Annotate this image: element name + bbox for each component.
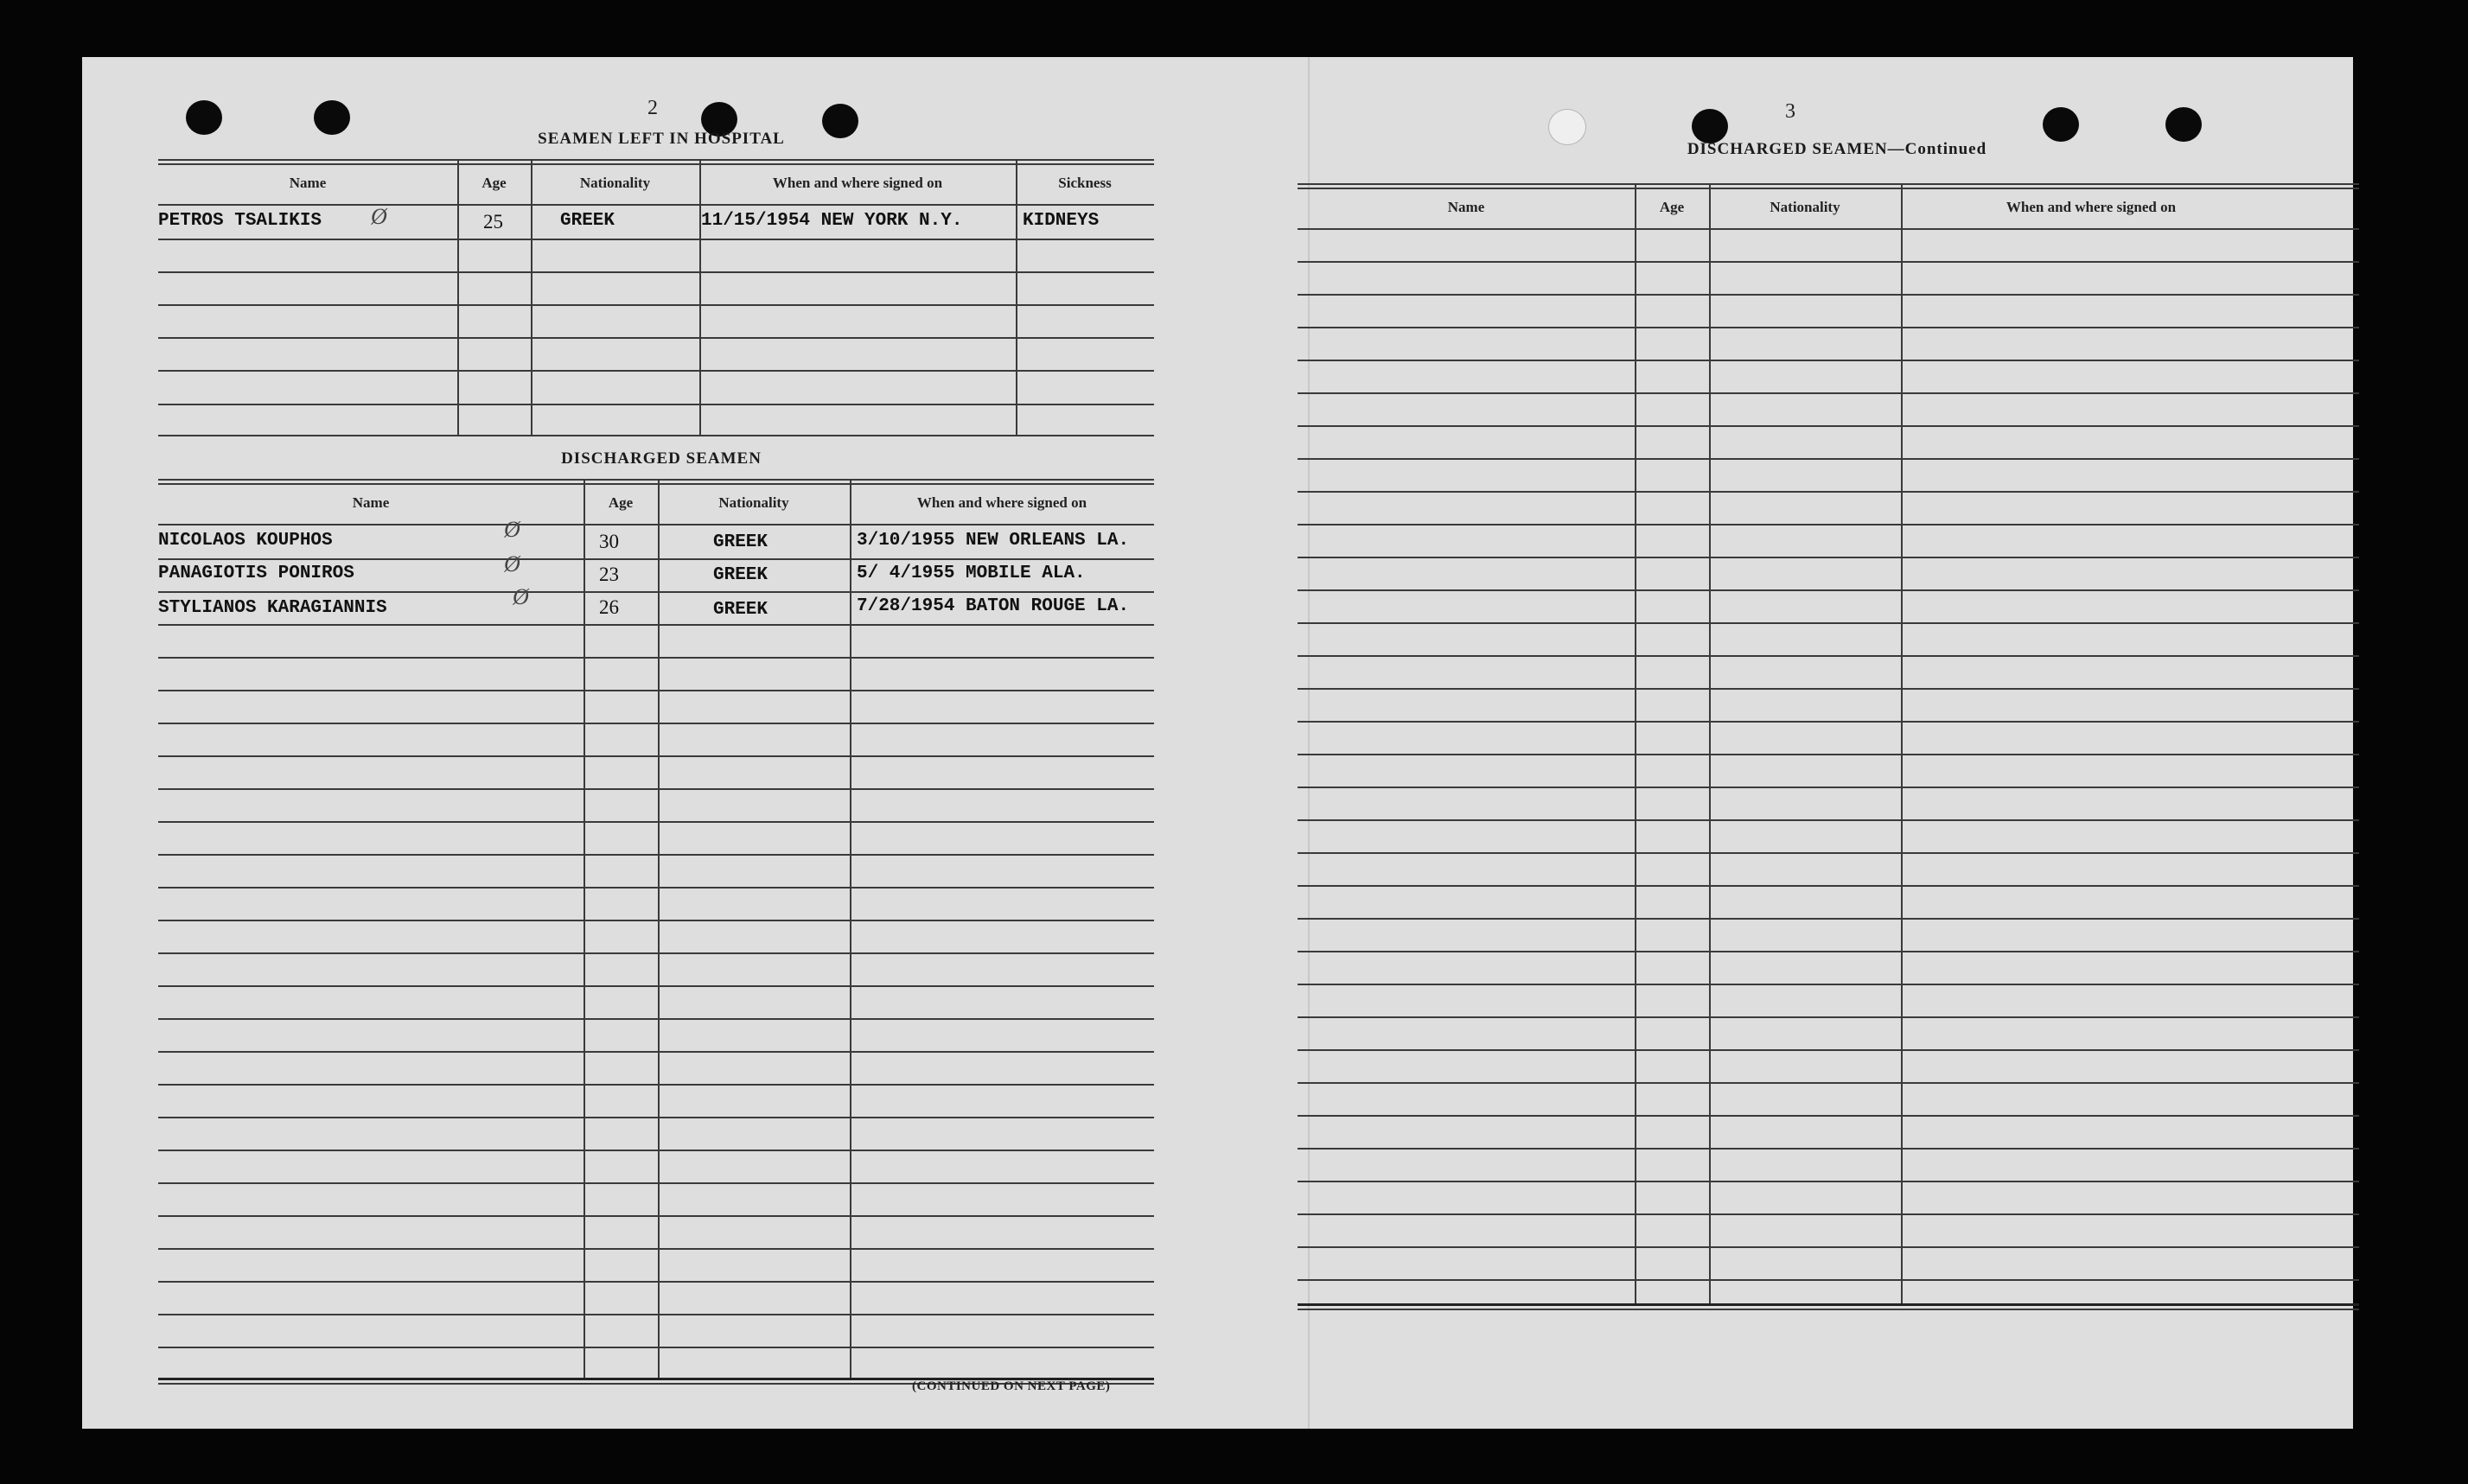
col-header-name: Name [352,494,390,511]
seaman-age: 26 [599,596,619,618]
seaman-signed-on: 7/28/1954 BATON ROUGE LA. [857,596,1130,616]
page-number: 3 [1785,100,1795,123]
discharged-section-title: DISCHARGED SEAMEN [561,449,762,468]
col-header-age: Age [608,494,634,511]
punch-hole [314,100,350,135]
col-header-name: Name [1447,199,1485,215]
seaman-nationality: GREEK [713,600,768,620]
punch-hole [2165,107,2202,142]
col-header-signed-on: When and where signed on [772,175,943,191]
seaman-signed-on: 11/15/1954 NEW YORK N.Y. [701,211,963,231]
document-sheet [82,57,2353,1429]
col-header-name: Name [289,175,327,191]
punch-hole [2043,107,2079,142]
hospital-section-title: SEAMEN LEFT IN HOSPITAL [538,130,785,148]
seaman-name: PANAGIOTIS PONIROS [158,564,354,583]
page-number: 2 [647,97,658,119]
col-header-age: Age [481,175,507,191]
punch-hole [186,100,222,135]
discharged-continued-title: DISCHARGED SEAMEN—Continued [1687,140,1987,158]
seaman-sickness: KIDNEYS [1023,211,1100,231]
handwritten-mark: Ø [513,584,529,609]
continued-note: (CONTINUED ON NEXT PAGE) [912,1379,1111,1393]
punch-hole [1692,109,1728,143]
handwritten-mark: Ø [504,551,520,576]
col-header-nationality: Nationality [579,175,651,191]
col-header-signed-on: When and where signed on [916,494,1087,511]
col-header-signed-on: When and where signed on [2006,199,2177,215]
seaman-age: 23 [599,564,619,585]
col-header-sickness: Sickness [1058,175,1112,191]
seaman-name: NICOLAOS KOUPHOS [158,531,333,551]
seaman-age: 25 [483,211,503,232]
seaman-signed-on: 5/ 4/1955 MOBILE ALA. [857,564,1086,583]
seaman-name: PETROS TSALIKIS [158,211,322,231]
col-header-nationality: Nationality [1770,199,1840,215]
seaman-age: 30 [599,531,619,552]
seaman-signed-on: 3/10/1955 NEW ORLEANS LA. [857,531,1130,551]
handwritten-mark: Ø [504,517,520,542]
discharged-continued-table [1298,183,2359,1350]
seaman-nationality: GREEK [713,532,768,552]
col-header-age: Age [1659,199,1685,215]
seaman-nationality: GREEK [713,565,768,585]
punch-hole [1548,109,1586,145]
discharged-table [158,479,1154,1395]
seaman-name: STYLIANOS KARAGIANNIS [158,598,387,618]
hospital-table [158,159,1154,496]
handwritten-mark: Ø [371,204,387,229]
seaman-nationality: GREEK [560,211,615,231]
col-header-nationality: Nationality [718,494,789,511]
